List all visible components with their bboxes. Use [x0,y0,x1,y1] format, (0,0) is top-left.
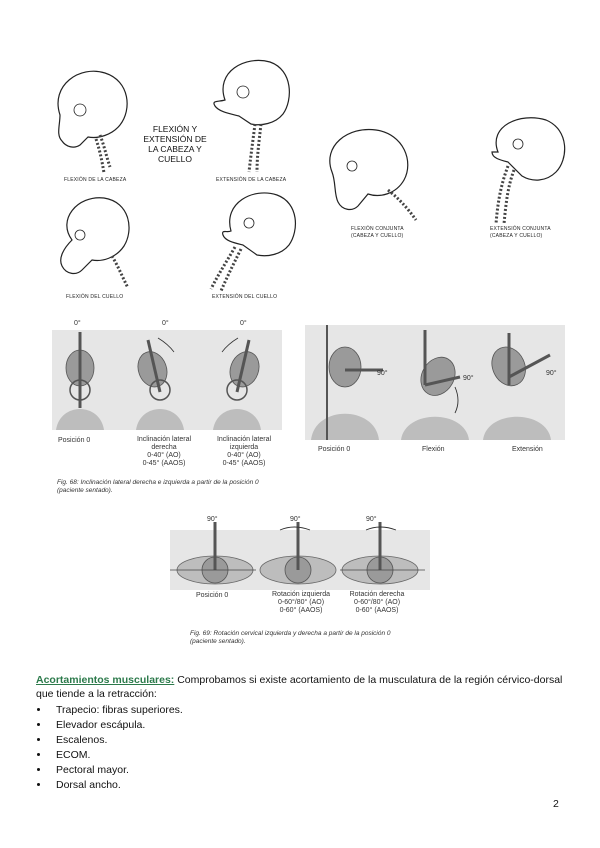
incl-der-line4: 0-45° (AAOS) [142,460,186,467]
incl-der-line1: Inclinación lateral [136,436,192,443]
caption-flexion-cuello: FLEXIÓN DEL CUELLO [66,294,124,300]
caption-flexion-cabeza: FLEXIÓN DE LA CABEZA [64,177,127,183]
rot-der-line3: 0-60° (AAOS) [355,607,399,614]
angle-90-1: 90° [377,370,388,377]
skull-joint-flexion-figure [318,120,433,230]
skull-flexion-head-figure [40,55,140,175]
rot-der-line1: Rotación derecha [349,591,405,598]
fig69-caption-1: Fig. 69: Rotación cervical izquierda y derecha a partir de la posición 0 [190,630,391,637]
fig69-caption-2: (paciente sentado). [190,638,246,645]
flexion-extension-label: FLEXIÓN Y EXTENSIÓN DE LA CABEZA Y CUELLO [143,124,207,164]
rot-izq-line2: 0-60°/80° (AO) [277,599,325,606]
rot-izq-label [266,591,336,615]
rot-der-line2: 0-60°/80° (AO) [353,599,401,606]
list-item: • Dorsal ancho. [50,778,183,793]
fig68-caption-1: Fig. 68: Inclinación lateral derecha e izquierda a partir de la posición 0 [57,479,259,486]
angle-0-2: 0° [162,320,169,327]
cervical-rotation-photo [170,520,430,595]
incl-der-line3: 0-40° (AO) [147,452,181,459]
skull-joint-extension-figure [468,112,573,227]
caption-extension-cuello: EXTENSIÓN DEL CUELLO [212,294,278,300]
caption-extension-conjunta-2: (CABEZA Y CUELLO) [490,233,543,239]
fig69-angle-3: 90° [366,516,377,523]
lateral-inclination-photo [52,330,282,430]
skull-extension-head-figure [195,50,295,175]
rot-izq-line3: 0-60° (AAOS) [279,607,323,614]
rot-der-label [342,591,412,615]
fig68-caption-2: (paciente sentado). [57,487,113,494]
flexion-extension-photo [305,325,565,440]
list-item: • Elevador escápula. [50,718,183,733]
skull-extension-neck-figure [195,185,300,293]
caption-flexion-conjunta-2: (CABEZA Y CUELLO) [351,233,404,239]
fig69-angle-2: 90° [290,516,301,523]
rot-izq-line1: Rotación izquierda [272,591,330,598]
incl-izq-label [213,436,275,468]
fig69-angle-1: 90° [207,516,218,523]
muscle-list [30,703,183,793]
angle-90-2: 90° [463,375,474,382]
muscle-shortening-paragraph [36,673,566,701]
incl-izq-line4: 0-45° (AAOS) [222,460,266,467]
flexion-label: Flexión [422,446,445,453]
incl-der-label [133,436,195,468]
caption-extension-conjunta-1: EXTENSIÓN CONJUNTA [490,226,551,232]
section-body: Comprobamos si existe acortamiento de la musculatura de la región cérvico-dorsal que tiende a la retracción: [36,674,563,700]
extension-label: Extensión [512,446,543,453]
caption-extension-cabeza: EXTENSIÓN DE LA CABEZA [216,177,287,183]
section-heading: Acortamientos musculares: [36,674,175,686]
posicion-0-label: Posición 0 [58,437,91,444]
angle-90-3: 90° [546,370,557,377]
caption-flexion-conjunta-1: FLEXIÓN CONJUNTA [351,226,404,232]
list-item: • ECOM. [50,748,183,763]
list-item: • Pectoral mayor. [50,763,183,778]
fig69-posicion0: Posición 0 [196,592,229,599]
page-number: 2 [553,798,559,810]
list-item: • Trapecio: fibras superiores. [50,703,183,718]
incl-izq-line2: izquierda [229,444,259,451]
skull-flexion-neck-figure [42,190,142,290]
angle-0-1: 0° [74,320,81,327]
list-item: • Escalenos. [50,733,183,748]
posicion-0-b-label: Posición 0 [318,446,351,453]
incl-izq-line1: Inclinación lateral [216,436,272,443]
incl-der-line2: derecha [151,444,177,451]
angle-0-3: 0° [240,320,247,327]
incl-izq-line3: 0-40° (AO) [227,452,261,459]
